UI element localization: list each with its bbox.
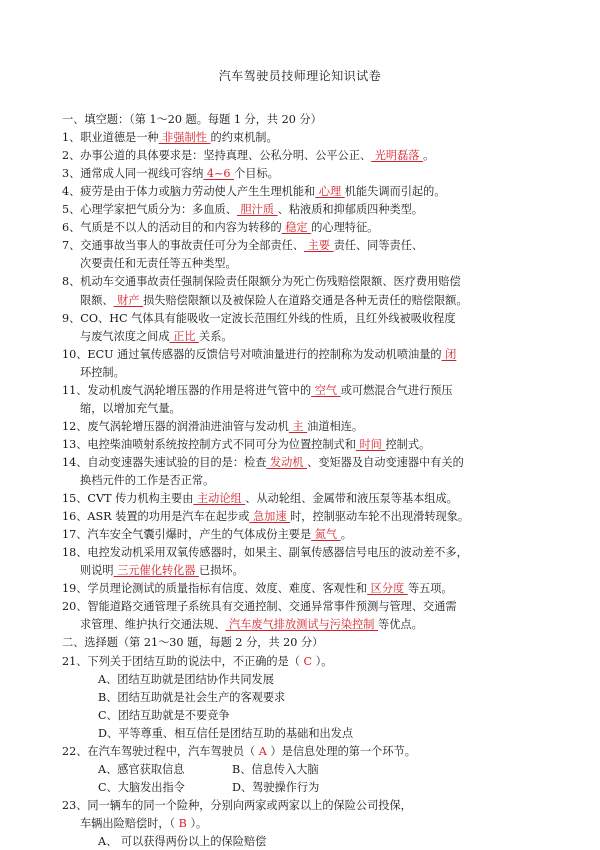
question-text: 责任、同等责任、 xyxy=(333,239,424,252)
question-10-continued: 环控制。 xyxy=(80,366,125,379)
question-text: 控制式。 xyxy=(385,438,431,451)
answer-blank: 稳定 xyxy=(281,221,312,234)
question-text: 等优点。 xyxy=(378,618,423,631)
section1-header: 一、填空题：（第 1～20 题。每题 1 分，共 20 分） xyxy=(62,113,322,126)
answer-blank: 非强制性 xyxy=(158,131,211,144)
question-1 xyxy=(62,130,278,146)
question-text: 。 xyxy=(423,149,435,162)
answer-blank: 氮气 xyxy=(311,528,341,541)
question-8: 8、机动车交通事故责任强制保险责任限额分为死亡伤残赔偿限额、医疗费用赔偿 xyxy=(62,275,461,288)
answer-blank: 区分度 xyxy=(367,582,408,595)
question-text: 、粘液质和抑郁质四种类型。 xyxy=(277,203,424,216)
question-20: 20、智能道路交通管理子系统具有交通控制、交通异常事件预测与管理、交通需 xyxy=(62,600,457,613)
question-6 xyxy=(62,220,378,236)
question-3 xyxy=(62,166,279,182)
question-text: 7、交通事故当事人的事故责任可分为全部责任、 xyxy=(62,239,305,252)
answer-blank: 心理 xyxy=(315,185,345,198)
question-text: 的约束机制。 xyxy=(210,131,278,144)
question-11-continued: 缩，以增加充气量。 xyxy=(80,402,181,415)
question-18: 18、电控发动机采用双氧传感器时，如果主、副氧传感器信号电压的波动差不多， xyxy=(62,546,468,559)
question-text: 10、ECU 通过氧传感器的反馈信号对喷油量进行的控制称为发动机喷油量的 xyxy=(62,348,442,361)
answer-blank: 光明磊落 xyxy=(371,149,424,162)
question-text: 。 xyxy=(340,528,352,541)
question-text: 15、CVT 传力机构主要由 xyxy=(62,492,194,505)
question-4 xyxy=(62,184,445,200)
question-text: 车辆出险赔偿时，（ xyxy=(80,817,179,830)
option-a: A、感官获取信息 xyxy=(98,763,185,776)
question-text: 时，控制驱动车轮不出现滑转现象。 xyxy=(290,510,470,523)
question-text: ）。 xyxy=(186,817,208,830)
answer-blank: 时间 xyxy=(355,438,386,451)
page-title: 汽车驾驶员技师理论知识试卷 xyxy=(218,69,382,83)
option-a: A、团结互助就是团结协作共同发展 xyxy=(98,673,274,686)
question-text: 19、学员理论测试的质量指标有信度、效度、难度、客观性和 xyxy=(62,582,368,595)
question-text: 5、心理学家把气质分为：多血质、 xyxy=(62,203,237,216)
question-14 xyxy=(62,455,464,471)
question-text: ）是信息处理的第一个环节。 xyxy=(266,745,416,758)
question-text: 4、疲劳是由于体力或脑力劳动使人产生生理机能和 xyxy=(62,185,316,198)
section2-header: 二、选择题（第 21～30 题，每题 2 分，共 20 分） xyxy=(62,636,324,649)
answer-blank: 空气 xyxy=(311,384,341,397)
question-text: 12、废气涡轮增压器的润滑油进油管与发动机 xyxy=(62,420,289,433)
question-text: 个目标。 xyxy=(234,167,279,180)
question-22 xyxy=(62,744,416,760)
question-12 xyxy=(62,419,363,435)
option-b: B、信息传入大脑 xyxy=(232,763,319,776)
question-17 xyxy=(62,527,352,543)
question-text: 14、自动变速器失速试验的目的是：检查 xyxy=(62,456,267,469)
question-text: 已损坏。 xyxy=(199,564,244,577)
option-d: D、驾驶操作行为 xyxy=(232,781,320,794)
question-21 xyxy=(62,654,332,670)
answer-choice: B xyxy=(178,817,187,830)
option-a: A、 可以获得两份以上的保险赔偿 xyxy=(98,835,267,848)
question-18-continued xyxy=(80,563,244,579)
question-text: 机能失调而引起的。 xyxy=(344,185,446,198)
question-7 xyxy=(62,238,423,254)
answer-blank: 主要 xyxy=(304,239,334,252)
answer-choice: A xyxy=(258,745,267,758)
answer-blank: 4~6 xyxy=(203,167,235,180)
question-23-continued xyxy=(80,816,207,832)
question-text: 1、职业道德是一种 xyxy=(62,131,159,144)
question-9-continued xyxy=(80,329,233,345)
question-text: 的心理特征。 xyxy=(311,221,379,234)
answer-blank: 闭 xyxy=(441,348,457,361)
question-2 xyxy=(62,148,434,164)
question-text: 关系。 xyxy=(199,330,233,343)
question-10 xyxy=(62,347,456,363)
question-text: ）。 xyxy=(312,655,333,668)
question-11 xyxy=(62,383,453,399)
question-text: 损失赔偿限额以及被保险人在道路交通是各种无责任的赔偿限额。 xyxy=(143,294,468,307)
question-9: 9、CO、HC 气体具有能吸收一定波长范围红外线的性质，且红外线被吸收程度 xyxy=(62,312,456,325)
answer-blank: 三元催化转化器 xyxy=(113,564,200,577)
option-c: C、团结互助就是不要竞争 xyxy=(98,709,230,722)
answer-blank: 主 xyxy=(288,420,308,433)
question-text: 13、电控柴油喷射系统按控制方式不同可分为位置控制式和 xyxy=(62,438,356,451)
question-text: 求管理、维护执行交通法规、 xyxy=(80,618,226,631)
question-5 xyxy=(62,202,423,218)
option-b: B、团结互助就是社会生产的客观要求 xyxy=(98,691,286,704)
question-8-continued xyxy=(80,293,468,309)
answer-blank: 汽车废气排放测试与污染控制 xyxy=(225,618,379,631)
question-text: 、从动轮组、金属带和液压泵等基本组成。 xyxy=(245,492,458,505)
question-text: 2、办事公道的具体要求是：坚持真理、公私分明、公平公正、 xyxy=(62,149,372,162)
question-19 xyxy=(62,581,453,597)
question-14-continued: 换档元件的工作是否正常。 xyxy=(80,474,215,487)
question-text: 与废气浓度之间成 xyxy=(80,330,170,343)
question-text: 等五项。 xyxy=(407,582,453,595)
answer-choice: C xyxy=(303,655,313,668)
question-13 xyxy=(62,437,430,453)
answer-blank: 主动论组 xyxy=(193,492,246,505)
question-23: 23、同一辆车的同一个险种，分别向两家或两家以上的保险公司投保， xyxy=(62,799,412,812)
question-20-continued xyxy=(80,617,423,633)
question-16 xyxy=(62,509,469,525)
question-text: 3、通常成人同一视线可容纳 xyxy=(62,167,204,180)
question-text: 则说明 xyxy=(80,564,114,577)
question-text: 油道相连。 xyxy=(307,420,364,433)
question-text: 限额、 xyxy=(80,294,114,307)
answer-blank: 急加速 xyxy=(249,510,291,523)
question-text: 21、下列关于团结互助的说法中，不正确的是（ xyxy=(62,655,304,668)
answer-blank: 正比 xyxy=(169,330,200,343)
question-7-continued: 次要责任和无责任等五种类型。 xyxy=(80,257,237,270)
option-d: D、平等尊重、相互信任是团结互助的基础和出发点 xyxy=(98,727,354,740)
question-text: 或可燃混合气进行预压 xyxy=(340,384,453,397)
question-15 xyxy=(62,491,458,507)
option-c: C、大脑发出指令 xyxy=(98,781,185,794)
question-text: 11、发动机废气涡轮增压器的作用是将进气管中的 xyxy=(62,384,312,397)
question-text: 6、气质是不以人的活动目的和内容为转移的 xyxy=(62,221,282,234)
answer-blank: 财产 xyxy=(113,294,144,307)
answer-blank: 发动机 xyxy=(266,456,308,469)
answer-blank: 胆汁质 xyxy=(236,203,278,216)
question-text: 17、汽车安全气囊引爆时，产生的气体成份主要是 xyxy=(62,528,312,541)
question-text: 22、在汽车驾驶过程中，汽车驾驶员（ xyxy=(62,745,259,758)
question-text: 16、ASR 装置的功用是汽车在起步或 xyxy=(62,510,250,523)
question-text: 、变矩器及自动变速器中有关的 xyxy=(307,456,464,469)
